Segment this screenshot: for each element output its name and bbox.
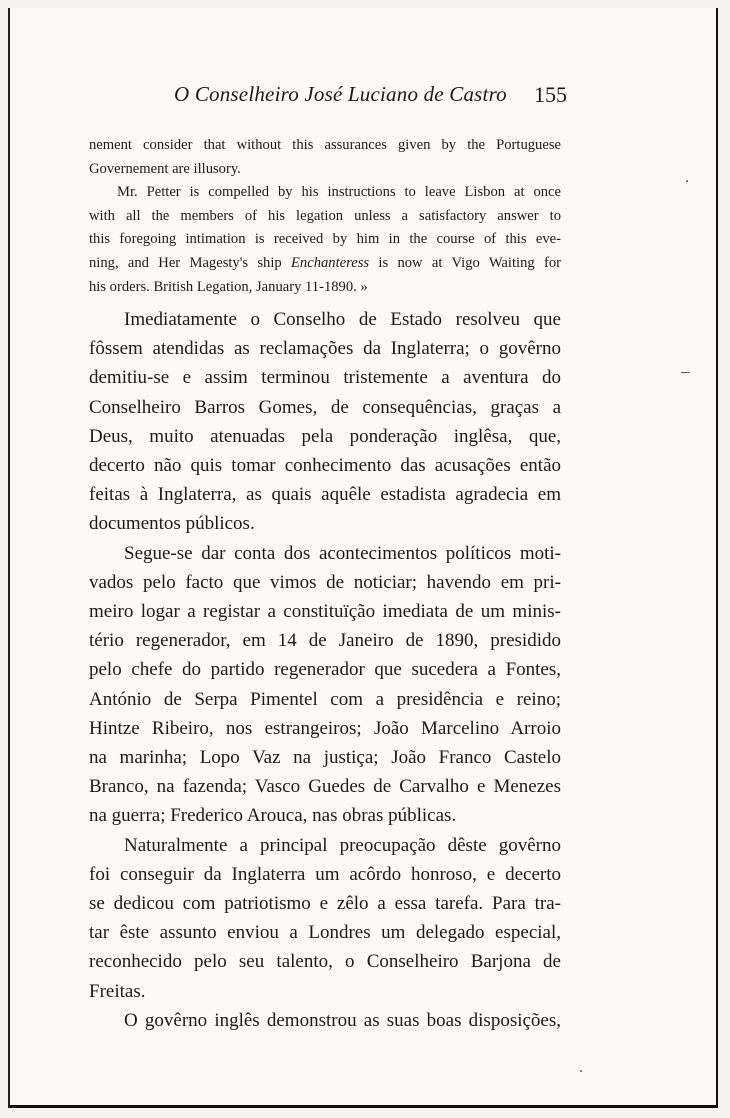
body-line: Freitas. (89, 980, 146, 1002)
body-paragraph (89, 1006, 561, 1035)
quote-line: his orders. British Legation, January 11-1890. » (89, 278, 368, 295)
body-line: O govêrno inglês demonstrou as suas boas disposições, (124, 1009, 561, 1031)
body-line: Hintze Ribeiro, nos estrangeiros; João Marcelino Arroio (89, 717, 561, 739)
body-line: na guerra; Frederico Arouca, nas obras públicas. (89, 805, 457, 827)
quote-paragraph (89, 181, 561, 299)
body-line: vados pelo facto que vimos de noticiar; havendo em pri- (89, 571, 561, 593)
quote-line: Governement are illusory. (89, 160, 241, 177)
body-paragraph (89, 305, 561, 539)
body-line: Deus, muito atenuadas pela ponderação inglêsa, que, (89, 425, 561, 447)
running-title: O Conselheiro José Luciano de Castro (174, 82, 507, 106)
body-line: documentos públicos. (89, 513, 255, 535)
body-line: feitas à Inglaterra, as quais aquêle estadista agradecia em (89, 484, 561, 506)
scan-speck (580, 1070, 582, 1072)
quote-line-with-ship: ning, and Her Magesty's ship Enchanteress is now at Vigo Waiting for (89, 254, 561, 271)
body-line: Conselheiro Barros Gomes, de consequências, graças a (89, 396, 561, 418)
body-line: fôssem atendidas as reclamações da Inglaterra; o govêrno (89, 338, 561, 360)
body-line: pelo chefe do partido regenerador que sucedera a Fontes, (89, 659, 561, 681)
quote-line: this foregoing intimation is received by him in the course of this eve- (89, 231, 561, 248)
body-line: tério regenerador, em 14 de Janeiro de 1890, presidido (89, 630, 561, 652)
body-line: Naturalmente a principal preocupação dêste govêrno (124, 834, 561, 856)
body-line: se dedicou com patriotismo e zêlo a essa tarefa. Para tra- (89, 893, 561, 915)
body-line: demitiu-se e assim terminou tristemente a aventura do (89, 367, 561, 389)
body-line: meiro logar a registar a constituïção imediata de um minis- (89, 601, 561, 623)
body-line: tar êste assunto enviou a Londres um delegado especial, (89, 922, 561, 944)
ship-name: Enchanteress (291, 254, 370, 271)
body-line: foi conseguir da Inglaterra um acôrdo honroso, e decerto (89, 863, 561, 885)
body-paragraph (89, 539, 561, 831)
quote-line: nement consider that without this assurances given by the Portuguese (89, 137, 561, 153)
body-line: na marinha; Lopo Vaz na justiça; João Franco Castelo (89, 747, 561, 769)
main-text (89, 305, 561, 1035)
quote-paragraph (89, 134, 561, 181)
page-number: 155 (534, 82, 567, 107)
quote-line: with all the members of his legation unless a satisfactory answer to (89, 207, 561, 224)
margin-tick (681, 372, 690, 373)
body-line: Segue-se dar conta dos acontecimentos políticos moti- (124, 542, 561, 564)
body-line: Branco, na fazenda; Vasco Guedes de Carvalho e Menezes (89, 776, 561, 798)
body-line: decerto não quis tomar conhecimento das acusações então (89, 455, 561, 477)
quote-line: Mr. Petter is compelled by his instructions to leave Lisbon at once (117, 184, 561, 201)
body-line: reconhecido pelo seu talento, o Conselheiro Barjona de (89, 951, 561, 973)
body-paragraph (89, 831, 561, 1006)
body-line: António de Serpa Pimentel com a presidência e reino; (89, 688, 561, 710)
scan-speck (686, 180, 688, 182)
body-line: Imediatamente o Conselho de Estado resolveu que (124, 309, 561, 330)
quoted-english-note (89, 134, 561, 299)
page-header (0, 82, 730, 112)
